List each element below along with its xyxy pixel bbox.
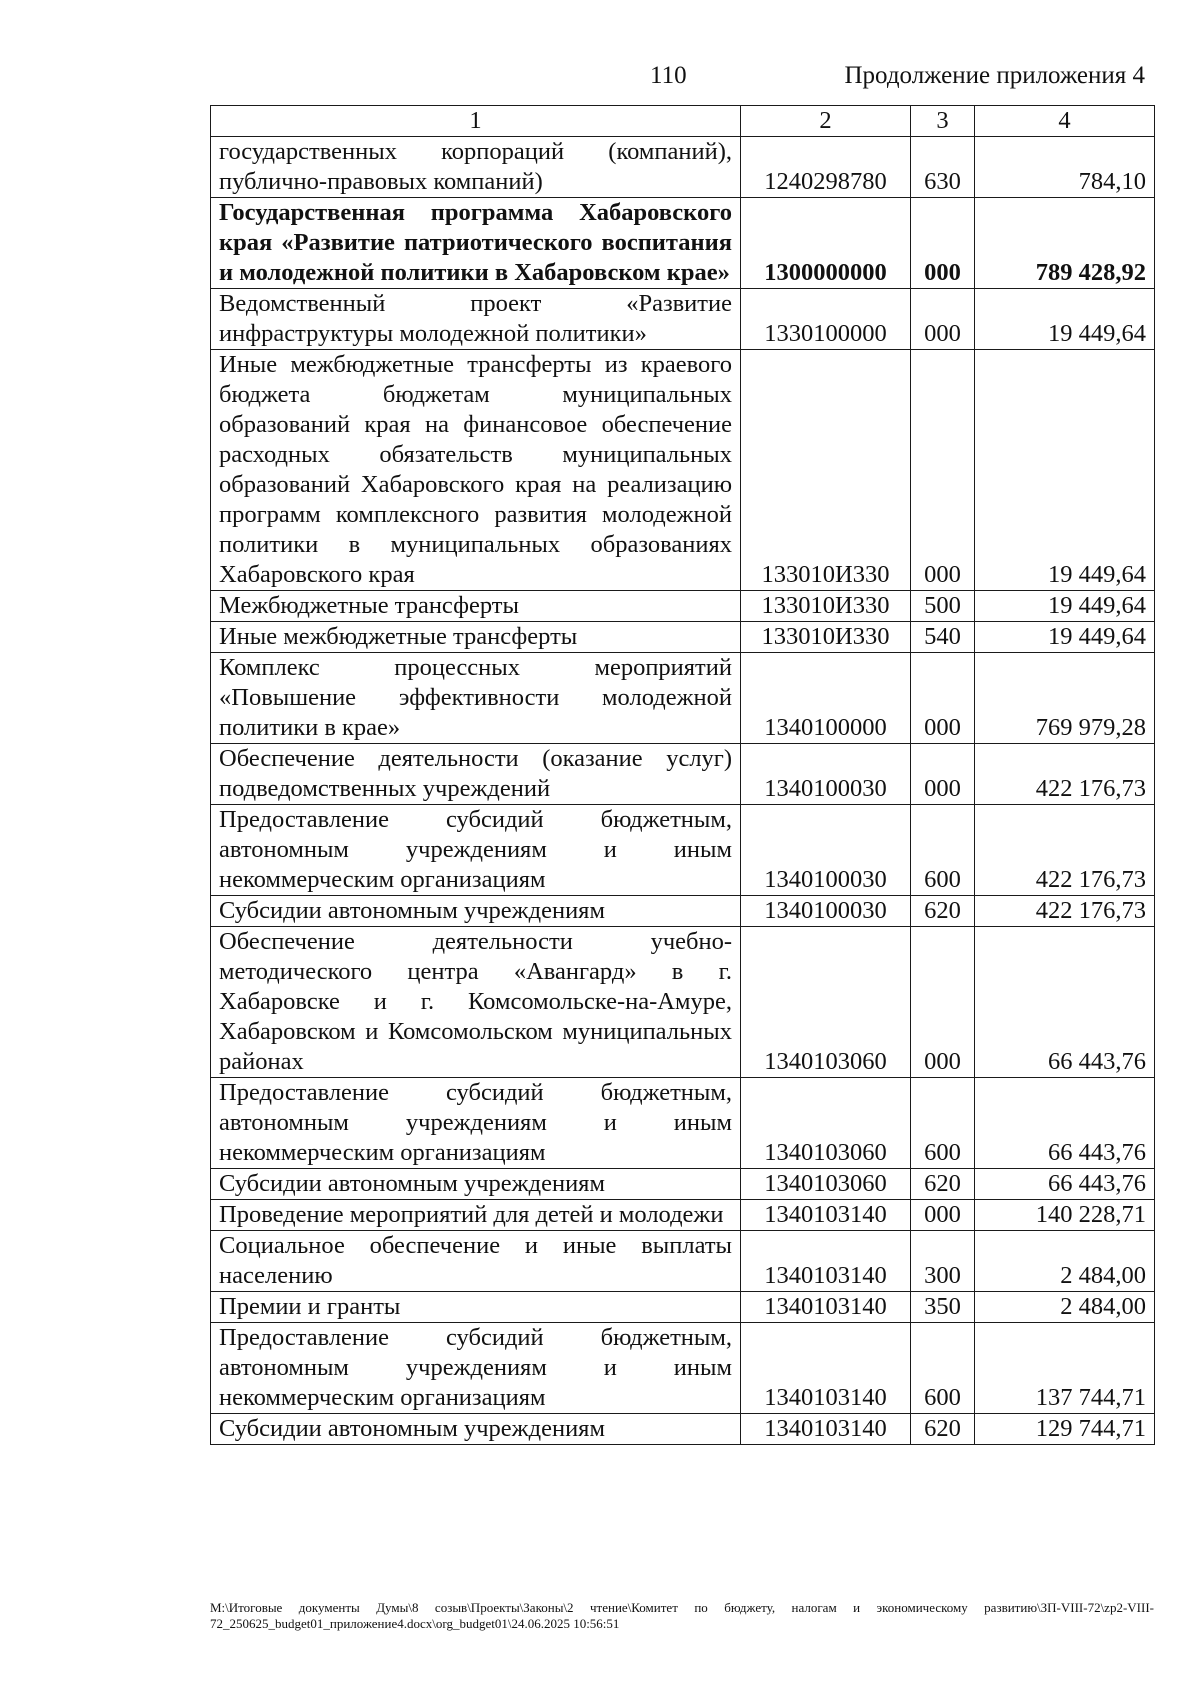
row-code: 1340103060 <box>741 1169 911 1200</box>
row-sum: 2 484,00 <box>975 1231 1155 1292</box>
row-name: Обеспечение деятельности учебно-методического центра «Авангард» в г. Хабаровске и г. Комсомольске-на-Амуре, Хабаровском и Комсомольском муниципальных районах <box>211 927 741 1078</box>
table-row <box>211 622 1155 653</box>
table-row <box>211 653 1155 744</box>
table-row <box>211 744 1155 805</box>
row-sum: 137 744,71 <box>975 1323 1155 1414</box>
row-sum: 19 449,64 <box>975 289 1155 350</box>
row-code: 133010И330 <box>741 591 911 622</box>
row-name: Межбюджетные трансферты <box>211 591 741 622</box>
table-row <box>211 896 1155 927</box>
row-name: Комплекс процессных мероприятий «Повышение эффективности молодежной политики в крае» <box>211 653 741 744</box>
table-row <box>211 805 1155 896</box>
row-kind: 620 <box>911 1169 975 1200</box>
row-code: 1300000000 <box>741 198 911 289</box>
table-body <box>211 137 1155 1445</box>
row-kind: 630 <box>911 137 975 198</box>
document-path-footer: M:\Итоговые документы Думы\8 созыв\Проекты\Законы\2 чтение\Комитет по бюджету, налогам и экономическому развитию\ЗП-VIII-72\zp2-VIII-72_250625_budget01_приложение4.docx\org_budget01\24.06.2025 10:56:51 <box>210 1600 1154 1631</box>
row-kind: 000 <box>911 653 975 744</box>
table-row <box>211 1169 1155 1200</box>
row-sum: 789 428,92 <box>975 198 1155 289</box>
row-code: 1340100030 <box>741 896 911 927</box>
row-name: Субсидии автономным учреждениям <box>211 896 741 927</box>
table-row <box>211 289 1155 350</box>
row-sum: 19 449,64 <box>975 350 1155 591</box>
row-code: 133010И330 <box>741 350 911 591</box>
row-code: 1340100030 <box>741 744 911 805</box>
row-code: 1340103060 <box>741 927 911 1078</box>
row-kind: 600 <box>911 805 975 896</box>
row-code: 1340103140 <box>741 1414 911 1445</box>
table-row <box>211 1414 1155 1445</box>
row-name: государственных корпораций (компаний), публично-правовых компаний) <box>211 137 741 198</box>
row-sum: 66 443,76 <box>975 1078 1155 1169</box>
table-row <box>211 1292 1155 1323</box>
row-sum: 784,10 <box>975 137 1155 198</box>
table-row <box>211 137 1155 198</box>
page-number: 110 <box>650 62 687 89</box>
row-name: Предоставление субсидий бюджетным, автономным учреждениям и иным некоммерческим организациям <box>211 805 741 896</box>
row-sum: 422 176,73 <box>975 896 1155 927</box>
row-name: Иные межбюджетные трансферты из краевого бюджета бюджетам муниципальных образований края на финансовое обеспечение расходных обязательств муниципальных образований Хабаровского края на реализацию программ комплексного развития молодежной политики в муниципальных образованиях Хабаровского края <box>211 350 741 591</box>
table-row <box>211 927 1155 1078</box>
row-sum: 422 176,73 <box>975 805 1155 896</box>
row-sum: 422 176,73 <box>975 744 1155 805</box>
table-row <box>211 198 1155 289</box>
row-code: 1330100000 <box>741 289 911 350</box>
row-code: 1340103060 <box>741 1078 911 1169</box>
row-kind: 000 <box>911 1200 975 1231</box>
row-name: Субсидии автономным учреждениям <box>211 1169 741 1200</box>
row-kind: 500 <box>911 591 975 622</box>
column-header-2: 2 <box>741 106 911 137</box>
row-code: 1340103140 <box>741 1231 911 1292</box>
row-sum: 140 228,71 <box>975 1200 1155 1231</box>
row-kind: 620 <box>911 896 975 927</box>
row-code: 1340100030 <box>741 805 911 896</box>
row-name: Иные межбюджетные трансферты <box>211 622 741 653</box>
table-row <box>211 1200 1155 1231</box>
continuation-label: Продолжение приложения 4 <box>844 62 1145 89</box>
row-sum: 66 443,76 <box>975 1169 1155 1200</box>
row-name: Проведение мероприятий для детей и молодежи <box>211 1200 741 1231</box>
row-kind: 000 <box>911 198 975 289</box>
row-sum: 19 449,64 <box>975 591 1155 622</box>
row-name: Ведомственный проект «Развитие инфраструктуры молодежной политики» <box>211 289 741 350</box>
row-kind: 540 <box>911 622 975 653</box>
row-name: Государственная программа Хабаровского края «Развитие патриотического воспитания и молодежной политики в Хабаровском крае» <box>211 198 741 289</box>
column-header-3: 3 <box>911 106 975 137</box>
row-sum: 2 484,00 <box>975 1292 1155 1323</box>
row-name: Премии и гранты <box>211 1292 741 1323</box>
row-sum: 66 443,76 <box>975 927 1155 1078</box>
row-sum: 129 744,71 <box>975 1414 1155 1445</box>
table-row <box>211 591 1155 622</box>
row-sum: 19 449,64 <box>975 622 1155 653</box>
row-code: 1340103140 <box>741 1323 911 1414</box>
row-code: 133010И330 <box>741 622 911 653</box>
row-kind: 000 <box>911 927 975 1078</box>
table-row <box>211 1078 1155 1169</box>
row-name: Социальное обеспечение и иные выплаты населению <box>211 1231 741 1292</box>
row-kind: 350 <box>911 1292 975 1323</box>
row-code: 1340103140 <box>741 1292 911 1323</box>
row-code: 1240298780 <box>741 137 911 198</box>
table-header-row <box>211 106 1155 137</box>
row-sum: 769 979,28 <box>975 653 1155 744</box>
row-code: 1340100000 <box>741 653 911 744</box>
row-name: Обеспечение деятельности (оказание услуг) подведомственных учреждений <box>211 744 741 805</box>
row-code: 1340103140 <box>741 1200 911 1231</box>
column-header-4: 4 <box>975 106 1155 137</box>
column-header-1: 1 <box>211 106 741 137</box>
budget-table <box>210 105 1155 1445</box>
row-kind: 000 <box>911 350 975 591</box>
row-name: Субсидии автономным учреждениям <box>211 1414 741 1445</box>
row-kind: 600 <box>911 1078 975 1169</box>
table-row <box>211 1323 1155 1414</box>
table-row <box>211 350 1155 591</box>
row-name: Предоставление субсидий бюджетным, автономным учреждениям и иным некоммерческим организациям <box>211 1078 741 1169</box>
row-name: Предоставление субсидий бюджетным, автономным учреждениям и иным некоммерческим организациям <box>211 1323 741 1414</box>
row-kind: 000 <box>911 744 975 805</box>
row-kind: 300 <box>911 1231 975 1292</box>
row-kind: 600 <box>911 1323 975 1414</box>
row-kind: 000 <box>911 289 975 350</box>
table-row <box>211 1231 1155 1292</box>
row-kind: 620 <box>911 1414 975 1445</box>
